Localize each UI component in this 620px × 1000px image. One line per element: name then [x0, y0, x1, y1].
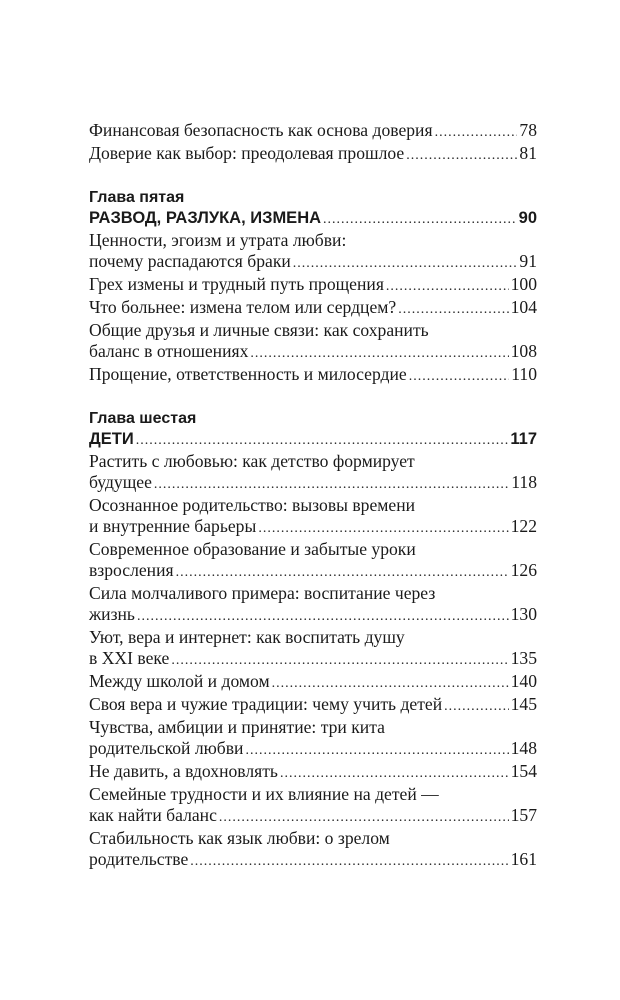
entry-last-line	[89, 364, 537, 387]
chapter-label: Глава пятая	[89, 189, 185, 206]
entry-last-line	[89, 251, 537, 274]
entry-title-line: взросления	[89, 560, 174, 580]
dot-leader	[245, 740, 508, 761]
entry-last-line	[89, 805, 537, 828]
dot-leader	[409, 366, 510, 387]
entry-title-line: Семейные трудности и их влияние на детей —	[89, 784, 439, 804]
page-number: 104	[510, 297, 537, 317]
chapter-title: ДЕТИ	[89, 430, 134, 448]
toc-entry	[89, 320, 537, 364]
page-number: 126	[510, 560, 537, 580]
toc-entry	[89, 230, 537, 274]
table-of-contents	[89, 120, 537, 872]
entry-title-line: Растить с любовью: как детство формирует	[89, 451, 415, 471]
page-number: 78	[519, 120, 537, 140]
entry-title-line: Не давить, а вдохновлять	[89, 761, 278, 781]
toc-entry	[89, 451, 537, 495]
toc-entry	[89, 274, 537, 297]
page-number: 135	[510, 648, 537, 668]
dot-leader	[323, 209, 517, 230]
toc-entry-list	[89, 451, 537, 872]
entry-title-line: Чувства, амбиции и принятие: три кита	[89, 717, 385, 737]
entry-title-line: Ценности, эгоизм и утрата любви:	[89, 230, 347, 250]
chapter-title-row	[89, 429, 537, 451]
entry-title-line: и внутренние барьеры	[89, 516, 257, 536]
dot-leader	[398, 299, 508, 320]
page-number: 100	[510, 274, 537, 294]
page-number: 145	[510, 694, 537, 714]
page-number: 148	[510, 738, 537, 758]
page-number: 122	[510, 516, 537, 536]
entry-last-line	[89, 143, 537, 166]
entry-title-line: родительской любви	[89, 738, 244, 758]
entry-last-line	[89, 849, 537, 872]
dot-leader	[219, 807, 509, 828]
dot-leader	[136, 430, 509, 451]
toc-entry	[89, 717, 537, 761]
entry-title-line: будущее	[89, 472, 152, 492]
dot-leader	[154, 474, 509, 495]
entry-title-line: Осознанное родительство: вызовы времени	[89, 495, 416, 515]
toc-entry	[89, 761, 537, 784]
entry-title-line: жизнь	[89, 604, 135, 624]
page-number: 161	[510, 849, 537, 869]
dot-leader	[171, 650, 508, 671]
toc-entry	[89, 694, 537, 717]
page-number: 108	[510, 341, 537, 361]
dot-leader	[280, 763, 509, 784]
entry-title-line: почему распадаются браки	[89, 251, 291, 271]
dot-leader	[444, 696, 508, 717]
entry-last-line	[89, 120, 537, 143]
entry-title-line: как найти баланс	[89, 805, 217, 825]
page-number: 154	[510, 761, 537, 781]
dot-leader	[386, 276, 509, 297]
toc-entry	[89, 539, 537, 583]
entry-title-line: Финансовая безопасность как основа доверия	[89, 120, 433, 140]
dot-leader	[250, 343, 508, 364]
toc-entry	[89, 583, 537, 627]
toc-entry	[89, 784, 537, 828]
page-number: 90	[518, 209, 537, 227]
dot-leader	[435, 122, 518, 143]
toc-entry	[89, 143, 537, 166]
entry-title-line: Уют, вера и интернет: как воспитать душу	[89, 627, 405, 647]
dot-leader	[190, 851, 508, 872]
entry-last-line	[89, 738, 537, 761]
entry-last-line	[89, 341, 537, 364]
toc-entry	[89, 828, 537, 872]
entry-last-line	[89, 516, 537, 539]
dot-leader	[272, 673, 509, 694]
toc-entry	[89, 297, 537, 320]
entry-title-line: родительстве	[89, 849, 189, 869]
entry-last-line	[89, 604, 537, 627]
entry-last-line	[89, 648, 537, 671]
chapter-title: РАЗВОД, РАЗЛУКА, ИЗМЕНА	[89, 209, 322, 227]
dot-leader	[258, 518, 508, 539]
dot-leader	[176, 562, 509, 583]
entry-title-line: Стабильность как язык любви: о зрелом	[89, 828, 390, 848]
entry-title-line: Между школой и домом	[89, 671, 270, 691]
toc-entry-list	[89, 120, 537, 166]
entry-title-line: Сила молчаливого примера: воспитание через	[89, 583, 436, 603]
page-number: 91	[519, 251, 537, 271]
entry-last-line	[89, 671, 537, 694]
toc-entry	[89, 364, 537, 387]
toc-entry	[89, 627, 537, 671]
entry-title-line: Прощение, ответственность и милосердие	[89, 364, 407, 384]
entry-title-line: Современное образование и забытые уроки	[89, 539, 416, 559]
entry-title-line: Своя вера и чужие традиции: чему учить детей	[89, 694, 443, 714]
page-number: 117	[510, 430, 537, 448]
toc-entry-list	[89, 230, 537, 387]
toc-entry	[89, 671, 537, 694]
entry-title-line: Что больнее: измена телом или сердцем?	[89, 297, 397, 317]
chapter-label: Глава шестая	[89, 410, 197, 427]
entry-title-line: Доверие как выбор: преодолевая прошлое	[89, 143, 405, 163]
entry-last-line	[89, 761, 537, 784]
entry-title-line: Грех измены и трудный путь прощения	[89, 274, 384, 294]
entry-last-line	[89, 560, 537, 583]
chapter-title-row	[89, 208, 537, 230]
entry-last-line	[89, 274, 537, 297]
page-number: 81	[519, 143, 537, 163]
entry-last-line	[89, 472, 537, 495]
entry-title-line: Общие друзья и личные связи: как сохранить	[89, 320, 429, 340]
toc-entry	[89, 495, 537, 539]
page-number: 140	[510, 671, 537, 691]
page-number: 118	[511, 472, 537, 492]
page-number: 110	[511, 364, 537, 384]
page-number: 130	[510, 604, 537, 624]
entry-title-line: баланс в отношениях	[89, 341, 249, 361]
toc-entry	[89, 120, 537, 143]
entry-title-line: в XXI веке	[89, 648, 170, 668]
dot-leader	[293, 253, 518, 274]
dot-leader	[137, 606, 509, 627]
section-gap	[89, 387, 537, 408]
entry-last-line	[89, 297, 537, 320]
section-gap	[89, 166, 537, 187]
dot-leader	[406, 145, 517, 166]
page-number: 157	[510, 805, 537, 825]
entry-last-line	[89, 694, 537, 717]
